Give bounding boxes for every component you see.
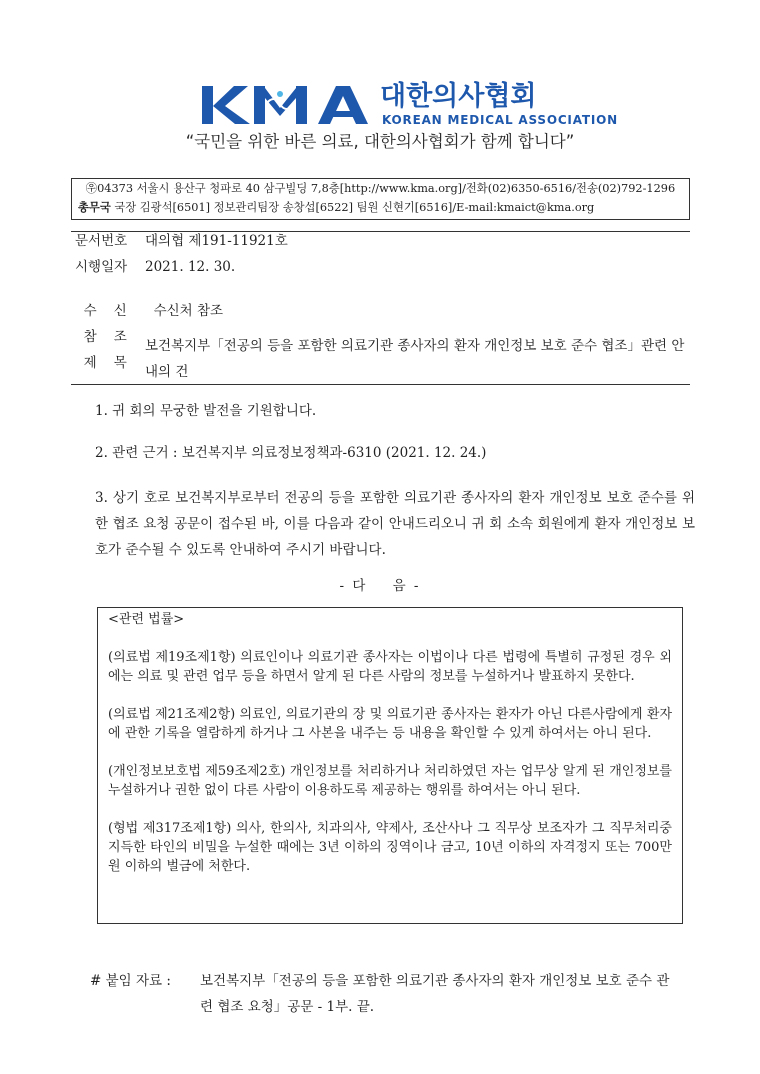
law-item: (형법 제317조제1항) 의사, 한의사, 치과의사, 약제사, 조산사나 그 직무상 보조자가 그 직무처리중 지득한 타인의 비밀을 누설한 때에는 3년 이하의 징역이나 금고, 10년 이하의 자격정지 또는 700만원 이하의 벌금에 처한다. [108,821,672,874]
paragraph-2: 2. 관련 근거 : 보건복지부 의료정보정책과-6310 (2021. 12. 24.) [95,445,487,461]
logo-korean-name: 대한의사협회 [380,81,537,112]
section-title: - 다 음 - [339,578,421,594]
slogan: “국민을 위한 바른 의료, 대한의사협회가 함께 합니다” [185,132,575,151]
field-date [75,258,235,276]
kma-wordmark-icon [200,82,370,128]
doc-number-value: 대의협 제191-11921호 [145,233,288,249]
doc-number-label: 문서번호 [75,233,128,249]
contact-staff-line [72,198,689,217]
subject-value: 보건복지부「전공의 등을 포함한 의료기관 종사자의 환자 개인정보 보호 준수 협조」관련 안내의 건 [145,338,685,380]
kma-logo [200,81,618,128]
recipient-value: 수신처 참조 [153,303,224,319]
law-item: (개인정보보호법 제59조제2호) 개인정보를 처리하거나 처리하였던 자는 업무상 알게 된 개인정보를 누설하거나 권한 없이 다른 사람이 이용하도록 제공하는 행위를 하여서는 아니 된다. [108,764,672,798]
contact-staff-text: 국장 김광석[6501] 정보관리팀장 송창섭[6522] 팀원 신현기[6516]/E-mail:kmaict@kma.org [110,201,595,214]
contact-box [71,178,690,220]
subject-label: 제 목 [83,355,127,371]
reference-label: 참 조 [83,329,127,345]
attachment-label: # 붙임 자료 : [90,973,171,989]
attachment-text: 보건복지부「전공의 등을 포함한 의료기관 종사자의 환자 개인정보 보호 준수 관련 협조 요청」공문 - 1부. 끝. [200,973,670,1015]
law-item: (의료법 제19조제1항) 의료인이나 의료기관 종사자는 이법이나 다른 법령에 특별히 규정된 경우 외에는 의료 및 관련 업무 등을 하면서 알게 된 다른 사람의 정보를 누설하거나 발표하지 못한다. [108,650,672,684]
recipient-label: 수 신 [83,303,127,319]
laws-title: <관련 법률> [108,612,185,627]
contact-department: 총무국 [78,201,111,214]
paragraph-3: 3. 상기 호로 보건복지부로부터 전공의 등을 포함한 의료기관 종사자의 환자 개인정보 보호 준수를 위한 협조 요청 공문이 접수된 바, 이를 다음과 같이 안내드리오니 귀 회 소속 회원에게 환자 개인정보 보호가 준수될 수 있도록 안내하여 주시기 바랍니다. [95,490,695,558]
field-doc-number [75,232,288,250]
paragraph-1: 1. 귀 회의 무궁한 발전을 기원합니다. [95,403,317,419]
date-label: 시행일자 [75,259,128,275]
related-laws-box [97,607,683,924]
date-value: 2021. 12. 30. [145,259,236,275]
logo-english-name: KOREAN MEDICAL ASSOCIATION [382,113,618,127]
law-item: (의료법 제21조제2항) 의료인, 의료기관의 장 및 의료기관 종사자는 환자가 아닌 다른사람에게 환자에 관한 기록을 열람하게 하거나 그 사본을 내주는 등 내용을 확인할 수 있게 하여서는 아니 된다. [108,707,672,741]
header-divider-bottom [71,384,690,385]
field-subject-label [75,336,154,372]
contact-address-line: ㉾04373 서울시 용산구 청파로 40 삼구빌딩 7,8층[http://www.kma.org]/전화(02)6350-6516/전송(02)792-1296 [85,182,676,195]
